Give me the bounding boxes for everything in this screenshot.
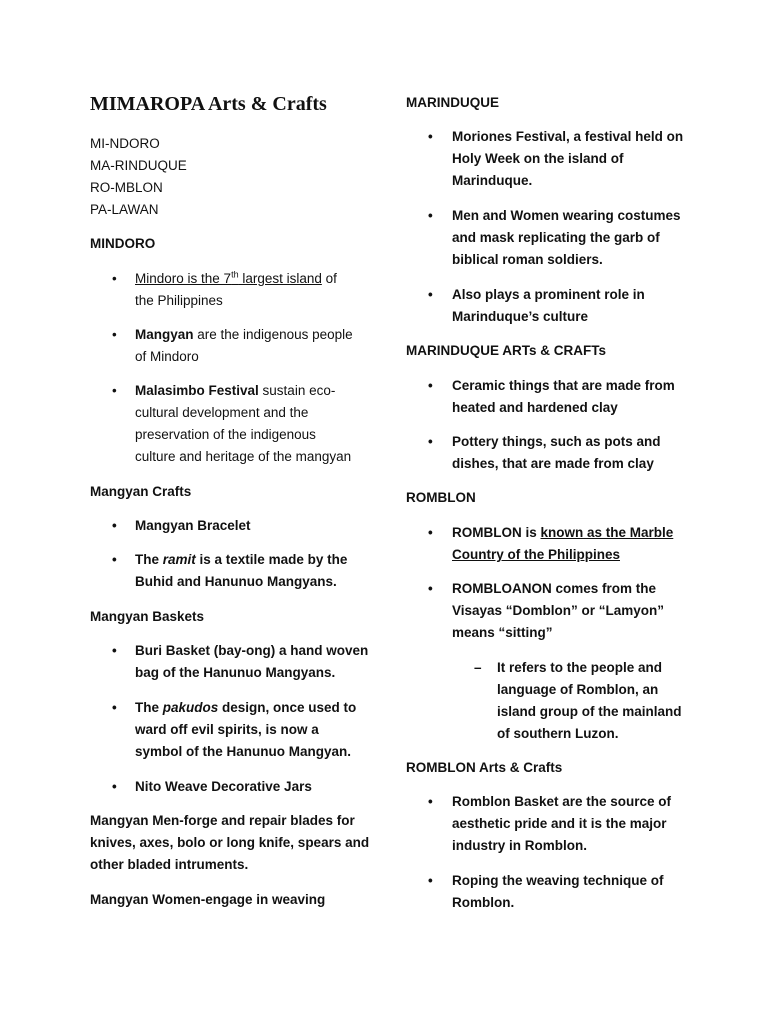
text-run: Roping the weaving technique of <box>452 873 664 888</box>
text-run: Ceramic things that are made from <box>452 378 675 393</box>
text-run: means “sitting” <box>452 625 553 640</box>
section-heading-marinduque-crafts: MARINDUQUE ARTs & CRAFTs <box>406 343 606 358</box>
bullet: • <box>112 327 117 342</box>
text-run: Mangyan Men-forge and repair blades for <box>90 813 355 828</box>
text-run: preservation of the indigenous <box>135 427 316 442</box>
text-run: Mangyan Bracelet <box>135 518 251 533</box>
text-run: pakudos <box>162 700 219 715</box>
text-run: Buri Basket (bay-ong) a hand woven <box>135 643 369 658</box>
text-run: Buhid and Hanunuo Mangyans. <box>135 574 337 589</box>
text-run: industry in Romblon. <box>452 838 587 853</box>
bullet: • <box>428 434 433 449</box>
bullet: • <box>112 518 117 533</box>
text-run: Marinduque’s culture <box>452 309 589 324</box>
text-run: of Mindoro <box>135 349 199 364</box>
bullet: • <box>428 129 433 144</box>
bullet: • <box>112 700 117 715</box>
text-run: ROMBLON is <box>452 525 541 540</box>
text-run: design, once used to <box>218 700 357 715</box>
paragraph-mangyan-women: Mangyan Women-engage in weaving <box>90 892 326 907</box>
bullet: • <box>112 383 117 398</box>
text-run: heated and hardened clay <box>452 400 618 415</box>
bullet: • <box>428 794 433 809</box>
section-heading-mangyan-crafts: Mangyan Crafts <box>90 484 192 499</box>
bullet: • <box>112 779 117 794</box>
text-run: Pottery things, such as pots and <box>452 434 661 449</box>
section-heading-marinduque: MARINDUQUE <box>406 95 499 110</box>
text-run: Nito Weave Decorative Jars <box>135 779 312 794</box>
text-run: of southern Luzon. <box>497 726 619 741</box>
bullet: • <box>428 208 433 223</box>
bullet: • <box>428 287 433 302</box>
section-heading-romblon: ROMBLON <box>406 490 476 505</box>
text-run: Mangyan <box>135 327 194 342</box>
bullet: • <box>112 643 117 658</box>
text-run: Holy Week on the island of <box>452 151 624 166</box>
bullet: • <box>428 873 433 888</box>
text-run: of <box>321 271 337 286</box>
text-run: The <box>135 552 163 567</box>
text-run: the Philippines <box>135 293 223 308</box>
acronym-line: PA-LAWAN <box>90 202 159 217</box>
bullet: • <box>428 378 433 393</box>
text-run: language of Romblon, an <box>497 682 659 697</box>
dash-bullet: – <box>474 660 482 675</box>
superscript: th <box>231 269 239 280</box>
text-run: Also plays a prominent role in <box>452 287 645 302</box>
text-run: knives, axes, bolo or long knife, spears and <box>90 835 370 850</box>
text-run: Marinduque. <box>452 173 533 188</box>
text-run: sustain eco- <box>258 383 336 398</box>
page-title: MIMAROPA Arts & Crafts <box>90 93 327 115</box>
text-run: dishes, that are made from clay <box>452 456 654 471</box>
text-run: The <box>135 700 163 715</box>
text-run: biblical roman soldiers. <box>452 252 603 267</box>
text-run: cultural development and the <box>135 405 309 420</box>
text-run: largest island <box>238 271 322 286</box>
bullet: • <box>112 552 117 567</box>
acronym-line: RO-MBLON <box>90 180 163 195</box>
text-run: It refers to the people and <box>497 660 663 675</box>
text-run: culture and heritage of the mangyan <box>135 449 352 464</box>
text-run: Mindoro is the 7 <box>135 271 232 286</box>
text-run: and mask replicating the garb of <box>452 230 660 245</box>
text-run: Romblon. <box>452 895 515 910</box>
text-run: are the indigenous people <box>193 327 353 342</box>
text-run: known as the Marble <box>540 525 674 540</box>
text-run: island group of the mainland <box>497 704 682 719</box>
text-run: ramit <box>162 552 196 567</box>
text-run: Country of the Philippines <box>452 547 620 562</box>
text-run: other bladed intruments. <box>90 857 249 872</box>
bullet: • <box>428 525 433 540</box>
bullet: • <box>428 581 433 596</box>
text-run: ROMBLOANON comes from the <box>452 581 657 596</box>
paragraph-mangyan-men <box>90 810 369 876</box>
text-run: Men and Women wearing costumes <box>452 208 681 223</box>
acronym-line: MI-NDORO <box>90 136 160 151</box>
text-run: aesthetic pride and it is the major <box>452 816 667 831</box>
text-run: symbol of the Hanunuo Mangyan. <box>135 744 352 759</box>
section-heading-mindoro: MINDORO <box>90 236 156 251</box>
acronym-line: MA-RINDUQUE <box>90 158 187 173</box>
text-run: ward off evil spirits, is now a <box>135 722 319 737</box>
text-run: Moriones Festival, a festival held on <box>452 129 684 144</box>
section-heading-mangyan-baskets: Mangyan Baskets <box>90 609 205 624</box>
section-heading-romblon-crafts: ROMBLON Arts & Crafts <box>406 760 563 775</box>
text-run: Malasimbo Festival <box>135 383 259 398</box>
bullet: • <box>112 271 117 286</box>
text-run: is a textile made by the <box>195 552 348 567</box>
text-run: Romblon Basket are the source of <box>452 794 672 809</box>
text-run: bag of the Hanunuo Mangyans. <box>135 665 336 680</box>
text-run: Visayas “Domblon” or “Lamyon” <box>452 603 665 618</box>
